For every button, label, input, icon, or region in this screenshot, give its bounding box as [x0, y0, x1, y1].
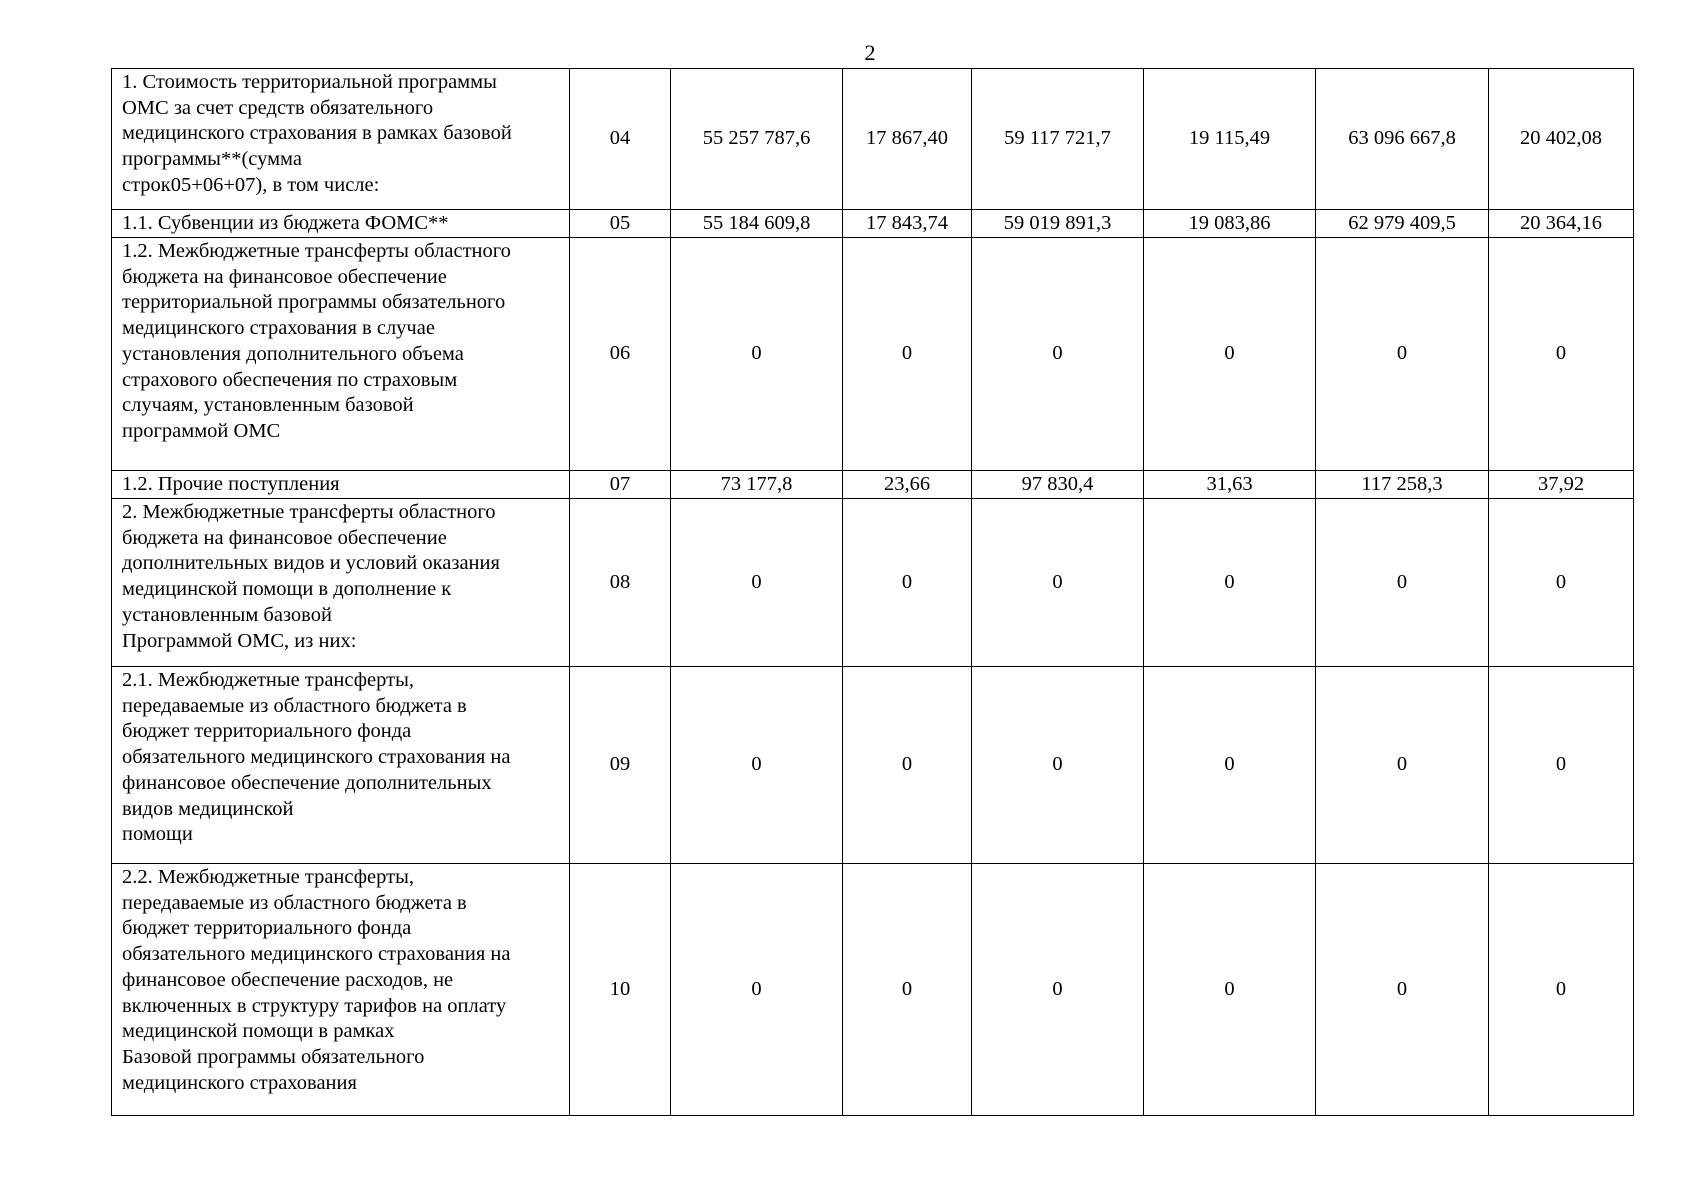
row-value: 0: [843, 499, 972, 667]
row-name-line: медицинской помощи в рамках: [122, 1020, 395, 1043]
row-value: 55 184 609,8: [671, 210, 843, 238]
row-name-cell: [112, 864, 570, 1116]
row-value: 0: [972, 667, 1144, 864]
row-name-line: случаям, установленным базовой: [122, 394, 414, 417]
row-value: 0: [671, 238, 843, 471]
row-name-line: бюджета на финансовое обеспечение: [122, 265, 447, 288]
row-code: 04: [570, 69, 671, 210]
row-name-line: дополнительных видов и условий оказания: [122, 552, 500, 575]
row-code: 10: [570, 864, 671, 1116]
row-name-line: Программой ОМС, из них:: [122, 629, 357, 652]
row-value: 20 402,08: [1489, 69, 1634, 210]
row-name-line: бюджета на финансовое обеспечение: [122, 526, 447, 549]
row-name-line: ОМС за счет средств обязательного: [122, 96, 434, 119]
row-name-line: включенных в структуру тарифов на оплату: [122, 994, 507, 1017]
row-name-line: 1.1. Субвенции из бюджета ФОМС**: [122, 211, 449, 234]
row-name-line: 2.1. Межбюджетные трансферты,: [122, 669, 414, 691]
row-value: 0: [1489, 864, 1634, 1116]
row-code: 06: [570, 238, 671, 471]
page-number: 2: [864, 40, 876, 65]
row-name-line: установления дополнительного объема: [122, 342, 464, 365]
budget-table: [111, 68, 1634, 1116]
row-name-line: передаваемые из областного бюджета в: [122, 694, 467, 717]
row-value: 0: [671, 667, 843, 864]
row-name-line: передаваемые из областного бюджета в: [122, 891, 467, 914]
row-value: 117 258,3: [1316, 471, 1489, 499]
row-value: 19 083,86: [1144, 210, 1316, 238]
row-value: 62 979 409,5: [1316, 210, 1489, 238]
row-name-line: финансовое обеспечение расходов, не: [122, 968, 454, 991]
row-name-line: 2. Межбюджетные трансферты областного: [122, 501, 496, 523]
row-value: 0: [972, 238, 1144, 471]
row-value: 0: [1489, 667, 1634, 864]
row-value: 31,63: [1144, 471, 1316, 499]
row-value: 63 096 667,8: [1316, 69, 1489, 210]
row-value: 0: [1316, 238, 1489, 471]
row-value: 0: [1489, 499, 1634, 667]
table-row: [112, 499, 1634, 667]
row-name-cell: [112, 69, 570, 210]
row-name-cell: [112, 471, 570, 499]
row-value: 37,92: [1489, 471, 1634, 499]
row-name-line: видов медицинской: [122, 797, 294, 820]
row-name-line: медицинского страхования: [122, 1071, 357, 1094]
row-name-line: финансовое обеспечение дополнительных: [122, 771, 492, 794]
row-value: 0: [671, 864, 843, 1116]
row-value: 23,66: [843, 471, 972, 499]
row-value: 97 830,4: [972, 471, 1144, 499]
row-name-line: программы**(сумма: [122, 148, 302, 171]
row-name-line: 1.2. Межбюджетные трансферты областного: [122, 240, 511, 262]
row-name-line: страхового обеспечения по страховым: [122, 368, 458, 391]
table-row: [112, 864, 1634, 1116]
table-row: [112, 471, 1634, 499]
table-body: [112, 69, 1634, 1116]
row-value: 0: [843, 667, 972, 864]
row-value: 0: [671, 499, 843, 667]
row-value: 0: [1316, 667, 1489, 864]
row-name-cell: [112, 667, 570, 864]
row-name-cell: [112, 238, 570, 471]
row-name-cell: [112, 499, 570, 667]
row-value: 17 843,74: [843, 210, 972, 238]
row-name-line: медицинской помощи в дополнение к: [122, 578, 452, 601]
table-row: [112, 210, 1634, 238]
row-name-line: медицинского страхования в случае: [122, 317, 435, 340]
row-value: 0: [972, 864, 1144, 1116]
row-value: 17 867,40: [843, 69, 972, 210]
row-value: 0: [1144, 238, 1316, 471]
row-name-line: программой ОМС: [122, 419, 281, 442]
table-row: [112, 667, 1634, 864]
row-value: 55 257 787,6: [671, 69, 843, 210]
row-name-line: 2.2. Межбюджетные трансферты,: [122, 866, 414, 888]
row-value: 20 364,16: [1489, 210, 1634, 238]
row-value: 19 115,49: [1144, 69, 1316, 210]
row-value: 73 177,8: [671, 471, 843, 499]
row-name-line: обязательного медицинского страхования на: [122, 943, 511, 966]
row-value: 0: [843, 864, 972, 1116]
row-name-line: помощи: [122, 823, 193, 846]
row-code: 09: [570, 667, 671, 864]
row-name-line: территориальной программы обязательного: [122, 291, 506, 314]
row-value: 0: [972, 499, 1144, 667]
table-row: [112, 69, 1634, 210]
row-name-line: установленным базовой: [122, 603, 332, 626]
row-value: 0: [1316, 499, 1489, 667]
row-name-line: бюджет территориального фонда: [122, 917, 412, 940]
row-code: 05: [570, 210, 671, 238]
row-code: 08: [570, 499, 671, 667]
row-name-line: бюджет территориального фонда: [122, 720, 412, 743]
row-value: 0: [1144, 864, 1316, 1116]
table-row: [112, 238, 1634, 471]
row-value: 0: [1316, 864, 1489, 1116]
row-code: 07: [570, 471, 671, 499]
row-name-line: обязательного медицинского страхования на: [122, 746, 511, 769]
row-name-line: Базовой программы обязательного: [122, 1045, 425, 1068]
row-value: 59 117 721,7: [972, 69, 1144, 210]
row-name-line: 1.2. Прочие поступления: [122, 472, 340, 495]
row-value: 0: [1144, 499, 1316, 667]
row-name-line: строк05+06+07), в том числе:: [122, 173, 380, 196]
row-name-cell: [112, 210, 570, 238]
row-name-line: медицинского страхования в рамках базовой: [122, 122, 512, 145]
row-value: 0: [1489, 238, 1634, 471]
row-value: 0: [843, 238, 972, 471]
row-value: 0: [1144, 667, 1316, 864]
row-name-line: 1. Стоимость территориальной программы: [122, 71, 497, 93]
row-value: 59 019 891,3: [972, 210, 1144, 238]
